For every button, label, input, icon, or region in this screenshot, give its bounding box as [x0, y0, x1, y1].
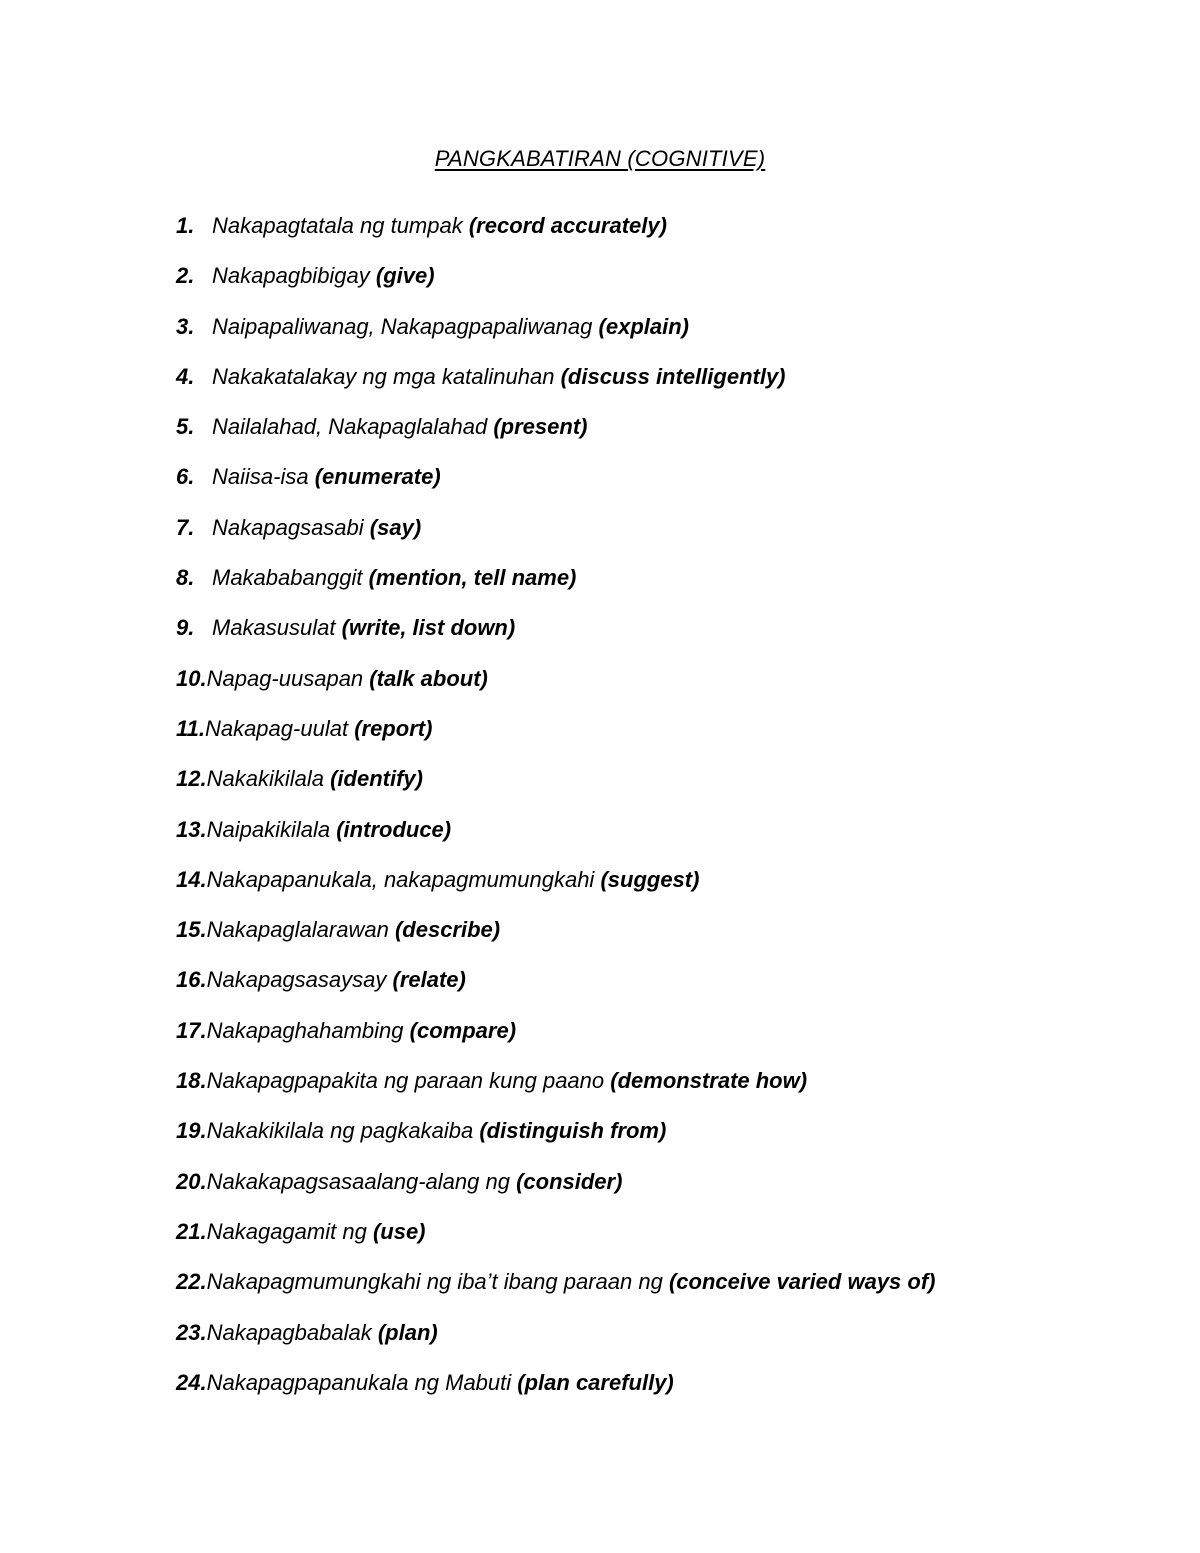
item-tagalog-text: Makasusulat — [212, 615, 336, 641]
item-english-gloss: (plan) — [377, 1319, 438, 1345]
item-english-gloss: (write, list down) — [341, 615, 516, 641]
item-english-gloss: (conceive varied ways of) — [668, 1269, 936, 1295]
item-number: 23. — [176, 1319, 207, 1345]
item-tagalog-text: Nakapagpapanukala ng Mabuti — [206, 1369, 512, 1395]
item-english-gloss: (introduce) — [336, 816, 452, 842]
item-number: 21. — [176, 1218, 207, 1244]
item-english-gloss: (mention, tell name) — [368, 565, 577, 591]
item-english-gloss: (present) — [493, 414, 588, 440]
item-english-gloss: (demonstrate how) — [610, 1068, 808, 1094]
list-item — [176, 210, 1136, 260]
item-number: 2. — [176, 263, 195, 289]
item-number: 14. — [176, 866, 207, 892]
objective-list — [176, 210, 1136, 1417]
item-number: 3. — [176, 313, 195, 339]
item-tagalog-text: Naiisa-isa — [212, 464, 309, 490]
item-english-gloss: (relate) — [392, 967, 466, 993]
item-english-gloss: (identify) — [330, 766, 423, 792]
item-number: 5. — [176, 414, 195, 440]
item-english-gloss: (say) — [369, 514, 422, 540]
item-english-gloss: (explain) — [598, 313, 689, 339]
item-number: 22. — [176, 1269, 207, 1295]
item-tagalog-text: Nakakapagsasaalang-alang ng — [206, 1168, 510, 1194]
item-tagalog-text: Nakapagpapakita ng paraan kung paano — [206, 1068, 605, 1094]
item-tagalog-text: Nakapagtatala ng tumpak — [212, 213, 463, 238]
item-tagalog-text: Nailalahad, Nakapaglalahad — [212, 414, 488, 440]
list-item — [176, 814, 1136, 864]
item-english-gloss: (report) — [354, 715, 433, 741]
item-tagalog-text: Naipapaliwanag, Nakapagpapaliwanag — [212, 313, 593, 339]
list-item — [176, 713, 1136, 763]
item-tagalog-text: Nakapapanukala, nakapagmumungkahi — [206, 866, 595, 892]
item-number: 17. — [176, 1017, 207, 1043]
item-tagalog-text: Naipakikilala — [206, 816, 331, 842]
item-english-gloss: (record accurately) — [468, 213, 667, 238]
item-number: 15. — [176, 917, 207, 943]
page-title: PANGKABATIRAN (COGNITIVE) — [434, 146, 766, 171]
list-item — [176, 914, 1136, 964]
item-english-gloss: (distinguish from) — [479, 1118, 667, 1144]
item-number: 19. — [176, 1118, 207, 1144]
list-item — [176, 1015, 1136, 1065]
item-tagalog-text: Nakapaghahambing — [206, 1017, 404, 1043]
list-item — [176, 311, 1136, 361]
list-item — [176, 1367, 1136, 1417]
list-item — [176, 663, 1136, 713]
item-number: 9. — [176, 615, 195, 641]
list-item — [176, 411, 1136, 461]
item-number: 20. — [176, 1168, 207, 1194]
item-english-gloss: (describe) — [394, 917, 501, 943]
item-number: 11. — [176, 715, 205, 741]
list-item — [176, 612, 1136, 662]
item-english-gloss: (consider) — [516, 1168, 623, 1194]
list-item — [176, 1065, 1136, 1115]
item-number: 8. — [176, 565, 195, 591]
item-english-gloss: (compare) — [409, 1017, 517, 1043]
item-tagalog-text: Nakapaglalarawan — [206, 917, 389, 943]
item-tagalog-text: Nakapagbibigay — [212, 263, 370, 289]
item-number: 18. — [176, 1068, 207, 1094]
list-item — [176, 512, 1136, 562]
list-item — [176, 1216, 1136, 1266]
list-item — [176, 1266, 1136, 1316]
list-item — [176, 864, 1136, 914]
list-item — [176, 260, 1136, 310]
item-tagalog-text: Nakakikilala — [206, 766, 324, 792]
item-number: 24. — [176, 1369, 207, 1395]
item-tagalog-text: Makababanggit — [212, 565, 363, 591]
item-english-gloss: (enumerate) — [314, 464, 441, 490]
list-item — [176, 1317, 1136, 1367]
item-tagalog-text: Napag-uusapan — [206, 665, 364, 691]
item-tagalog-text: Nakagagamit ng — [206, 1218, 367, 1244]
item-number: 10. — [176, 665, 207, 691]
item-tagalog-text: Nakapagsasaysay — [206, 967, 387, 993]
item-english-gloss: (discuss intelligently) — [560, 363, 786, 389]
item-number: 6. — [176, 464, 195, 490]
item-english-gloss: (use) — [372, 1218, 426, 1244]
list-item — [176, 964, 1136, 1014]
item-english-gloss: (talk about) — [369, 665, 488, 691]
list-item — [176, 461, 1136, 511]
item-english-gloss: (suggest) — [600, 866, 700, 892]
item-number: 7. — [176, 514, 195, 540]
item-number: 1. — [176, 213, 195, 238]
item-tagalog-text: Nakapagbabalak — [206, 1319, 372, 1345]
list-item — [176, 1166, 1136, 1216]
item-tagalog-text: Nakapagmumungkahi ng iba’t ibang paraan ng — [206, 1269, 663, 1295]
item-tagalog-text: Nakapag-uulat — [204, 715, 349, 741]
item-number: 13. — [176, 816, 207, 842]
list-item — [176, 562, 1136, 612]
item-tagalog-text: Nakakikilala ng pagkakaiba — [206, 1118, 474, 1144]
item-number: 4. — [176, 363, 195, 389]
list-item — [176, 1115, 1136, 1165]
item-tagalog-text: Nakakatalakay ng mga katalinuhan — [212, 363, 555, 389]
list-item — [176, 361, 1136, 411]
item-number: 16. — [176, 967, 207, 993]
item-english-gloss: (plan carefully) — [517, 1369, 674, 1395]
item-number: 12. — [176, 766, 207, 792]
item-english-gloss: (give) — [375, 263, 435, 289]
item-tagalog-text: Nakapagsasabi — [212, 514, 364, 540]
list-item — [176, 763, 1136, 813]
